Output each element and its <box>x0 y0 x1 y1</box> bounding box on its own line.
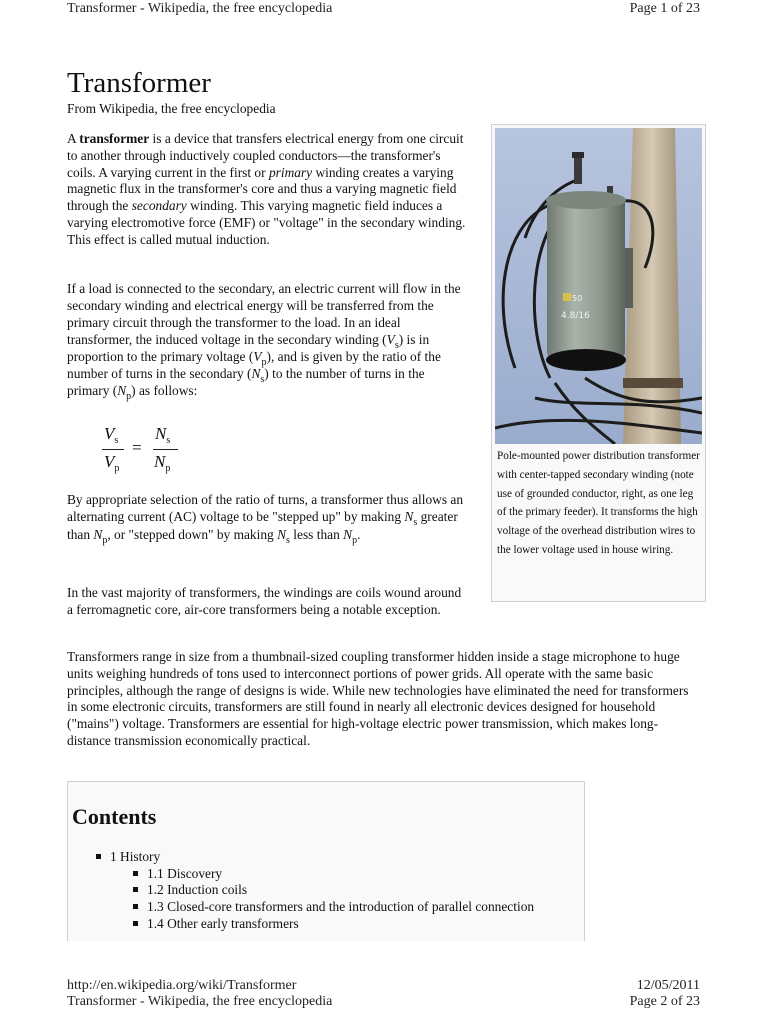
page-header-number: Page 1 of 23 <box>629 1 700 16</box>
bullet-icon <box>133 887 138 892</box>
svg-text:50: 50 <box>572 294 583 303</box>
footer-url[interactable]: http://en.wikipedia.org/wiki/Transformer <box>67 978 297 993</box>
figure-caption: Pole-mounted power distribution transformer with center-tapped secondary winding (note use of grounded conductor, right, as one leg of the primary feeder). It transforms the high voltage of the overhead distribution wires to the lower voltage used in house wiring. <box>497 450 700 556</box>
core-paragraph: In the vast majority of transformers, the windings are coils wound around a ferromagnetic core, air-core transformers being a notable exception. <box>67 585 462 617</box>
bullet-icon <box>133 904 138 909</box>
page-subtitle: From Wikipedia, the free encyclopedia <box>67 101 276 116</box>
page-title: Transformer <box>67 67 211 99</box>
transformer-figure <box>491 124 706 602</box>
footer-page-number: Page 2 of 23 <box>629 994 700 1009</box>
turns-ratio-formula: $V_s$ $V_p$ = $N_s$ $N_p$ <box>102 424 184 478</box>
toc-item-discovery[interactable]: 1.1 Discovery <box>133 866 222 882</box>
svg-text:4.8/16: 4.8/16 <box>561 311 590 321</box>
bullet-icon <box>133 921 138 926</box>
footer-date: 12/05/2011 <box>636 978 700 993</box>
bullet-icon <box>96 854 101 859</box>
bullet-icon <box>133 871 138 876</box>
transformer-photo[interactable] <box>495 128 702 444</box>
toc-item-closed-core[interactable]: 1.3 Closed-core transformers and the introduction of parallel connection <box>133 899 534 915</box>
toc-item-history[interactable]: 1 History <box>96 849 160 865</box>
table-of-contents <box>67 781 585 941</box>
size-range-paragraph: Transformers range in size from a thumbnail-sized coupling transformer hidden inside a stage microphone to huge units weighing hundreds of tons used to interconnect portions of power grids. All operate with the same basic principles, although the range of designs is wide. While new technologies have eliminated the need for transformers in some electronic circuits, transformers are still found in nearly all electronic devices designed for household ("mains") voltage. Transformers are essential for high-voltage electric power transmission, which makes long-distance transmission economically practical. <box>67 649 689 748</box>
contents-title: Contents <box>72 804 157 829</box>
transformer-term: transformer <box>79 131 150 146</box>
footer-title: Transformer - Wikipedia, the free encyclopedia <box>67 994 333 1009</box>
toc-item-other-early[interactable]: 1.4 Other early transformers <box>133 916 299 932</box>
intro-paragraph: A transformer is a device that transfers electrical energy from one circuit to another through inductively coupled conductors—the transformer's coils. A varying current in the first or primary winding creates a varying magnetic flux in the transformer's core and thus a varying magnetic field through the secondary winding. This varying magnetic field induces a varying electromotive force (EMF) or "voltage" in the secondary winding. This effect is called mutual induction. <box>67 131 466 247</box>
transformer-tank <box>547 198 625 358</box>
load-paragraph: If a load is connected to the secondary, an electric current will flow in the secondary winding and electrical energy will be transferred from the primary circuit through the transformer to the load. In an ideal transformer, the induced voltage in the secondary winding $(V_s)$ is in proportion to the primary voltage $(V_p)$, and is given by the ratio of the number of turns in the secondary $(N_s)$ to the number of turns in the primary $(N_p)$ as follows: <box>67 281 461 402</box>
step-up-paragraph: By appropriate selection of the ratio of turns, a transformer thus allows an alternating current (AC) voltage to be "stepped up" by making $N_s$ greater than $N_p$, or "stepped down" by making $N_s$ less than $N_p$. <box>67 492 464 546</box>
toc-item-induction-coils[interactable]: 1.2 Induction coils <box>133 882 247 898</box>
page-header-title: Transformer - Wikipedia, the free encyclopedia <box>67 1 333 16</box>
